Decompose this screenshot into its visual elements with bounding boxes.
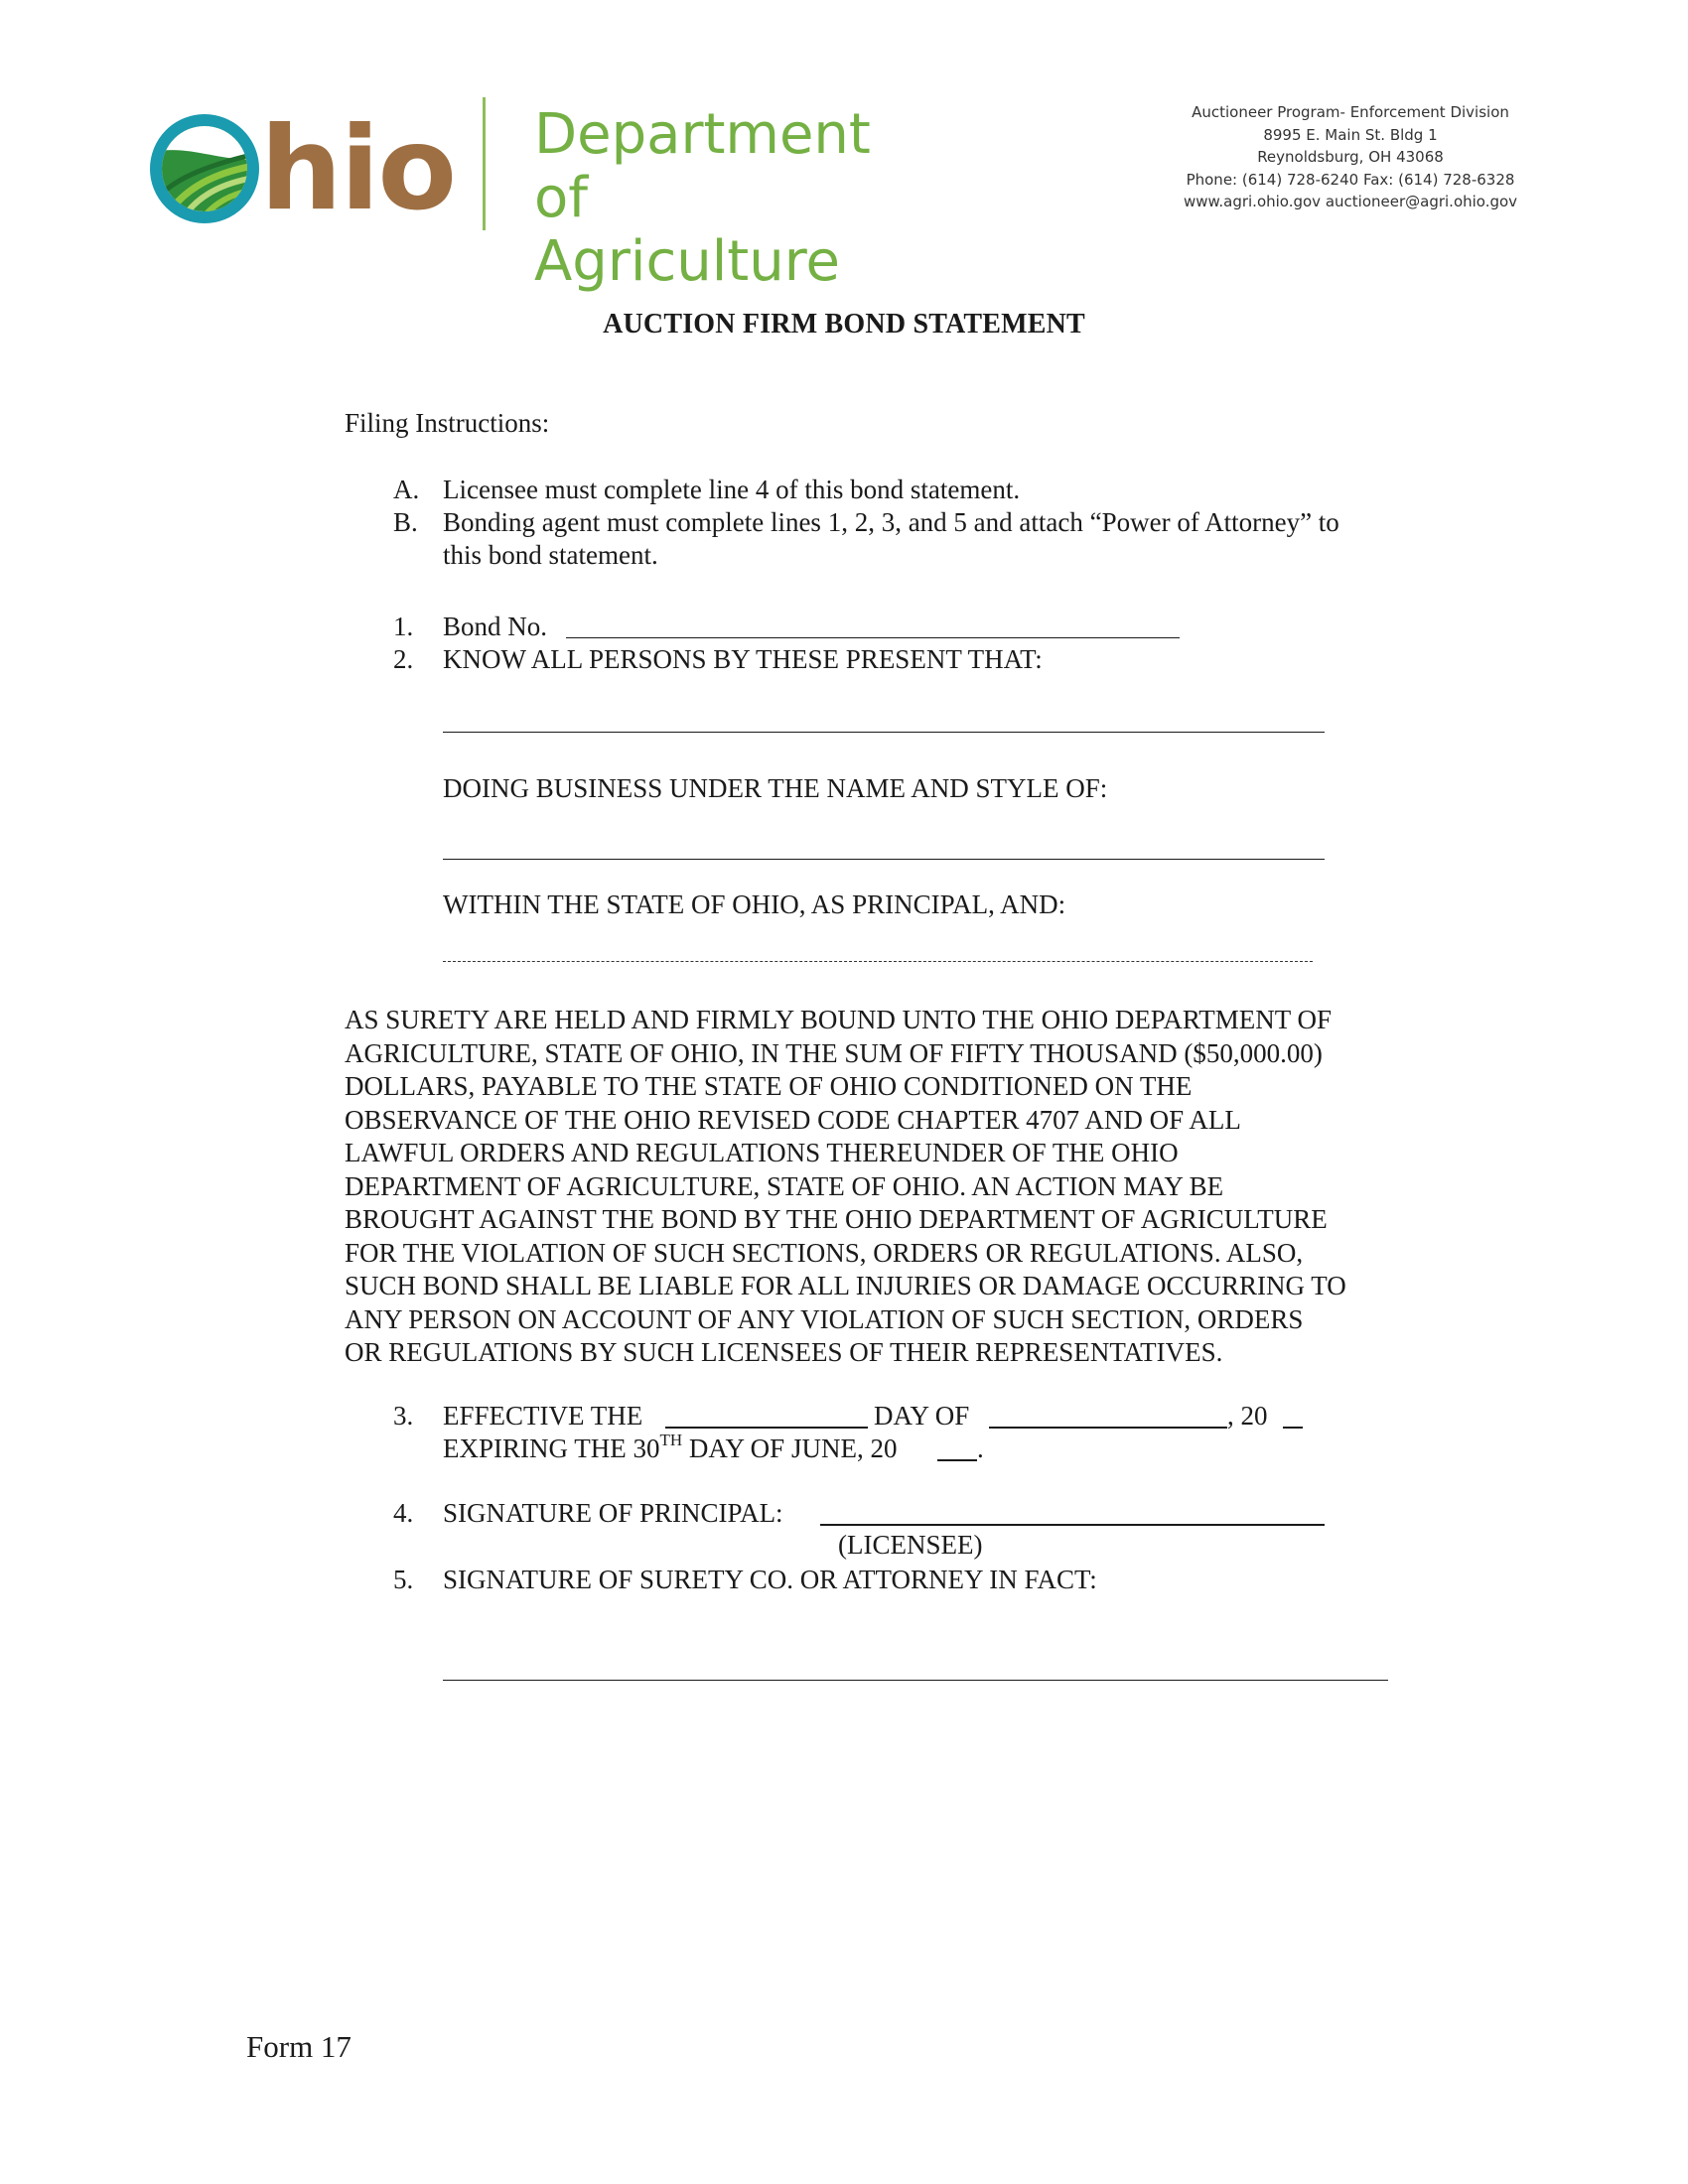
filing-instructions-heading: Filing Instructions: xyxy=(345,408,550,438)
surety-paragraph-line: DOLLARS, PAYABLE TO THE STATE OF OHIO CONDITIONED ON THE xyxy=(345,1071,1193,1101)
contact-phone-fax: Phone: (614) 728-6240 Fax: (614) 728-6328 xyxy=(1186,170,1515,189)
within-state-label: WITHIN THE STATE OF OHIO, AS PRINCIPAL, AND: xyxy=(443,889,1066,919)
item-3-marker: 3. xyxy=(393,1401,414,1431)
item-5-marker: 5. xyxy=(393,1565,414,1594)
item-2-marker: 2. xyxy=(393,644,414,674)
expiring-label: EXPIRING THE 30TH DAY OF JUNE, 20 xyxy=(443,1431,898,1463)
contact-program: Auctioneer Program- Enforcement Division xyxy=(1192,103,1509,121)
instruction-a-text: Licensee must complete line 4 of this bond statement. xyxy=(443,475,1021,504)
expiring-year-field[interactable] xyxy=(937,1459,977,1461)
instruction-b-text-line1: Bonding agent must complete lines 1, 2, 3, and 5 and attach “Power of Attorney” to xyxy=(443,507,1339,537)
surety-name-field[interactable] xyxy=(443,961,1313,962)
surety-paragraph xyxy=(345,1004,1437,1370)
signature-principal-label: SIGNATURE OF PRINCIPAL: xyxy=(443,1498,783,1528)
signature-surety-label: SIGNATURE OF SURETY CO. OR ATTORNEY IN FACT: xyxy=(443,1565,1097,1594)
expiring-period: . xyxy=(977,1433,984,1463)
bond-number-label: Bond No. xyxy=(443,612,548,641)
surety-signature-field[interactable] xyxy=(443,1680,1388,1681)
surety-paragraph-line: FOR THE VIOLATION OF SUCH SECTIONS, ORDERS OR REGULATIONS. ALSO, xyxy=(345,1237,1304,1268)
year-prefix-label: , 20 xyxy=(1227,1401,1268,1431)
item-1-marker: 1. xyxy=(393,612,414,641)
item-4-marker: 4. xyxy=(393,1498,414,1528)
doing-business-label: DOING BUSINESS UNDER THE NAME AND STYLE OF: xyxy=(443,773,1108,803)
bond-number-field[interactable] xyxy=(566,637,1180,638)
ohio-wordmark: hio xyxy=(260,102,456,236)
surety-paragraph-line: ANY PERSON ON ACCOUNT OF ANY VIOLATION OF SUCH SECTION, ORDERS xyxy=(345,1303,1304,1334)
instruction-a-marker: A. xyxy=(393,475,420,504)
surety-paragraph-line: SUCH BOND SHALL BE LIABLE FOR ALL INJURIES OR DAMAGE OCCURRING TO xyxy=(345,1271,1346,1300)
effective-day-field[interactable] xyxy=(665,1427,868,1429)
effective-month-field[interactable] xyxy=(989,1427,1227,1429)
contact-web-email: www.agri.ohio.gov auctioneer@agri.ohio.gov xyxy=(1183,193,1518,210)
principal-name-field[interactable] xyxy=(443,732,1325,733)
licensee-sublabel: (LICENSEE) xyxy=(838,1530,983,1560)
surety-paragraph-line: OR REGULATIONS BY SUCH LICENSEES OF THEIR REPRESENTATIVES. xyxy=(345,1337,1223,1367)
surety-paragraph-line: DEPARTMENT OF AGRICULTURE, STATE OF OHIO. AN ACTION MAY BE xyxy=(345,1170,1224,1201)
principal-signature-field[interactable] xyxy=(820,1524,1325,1526)
day-of-label: DAY OF xyxy=(874,1401,970,1431)
ohio-agriculture-logo xyxy=(149,95,904,294)
surety-paragraph-line: AGRICULTURE, STATE OF OHIO, IN THE SUM OF FIFTY THOUSAND ($50,000.00) xyxy=(345,1037,1323,1068)
instruction-b-marker: B. xyxy=(393,507,418,537)
contact-city: Reynoldsburg, OH 43068 xyxy=(1257,148,1444,166)
instruction-b-text-line2: this bond statement. xyxy=(443,540,658,570)
business-name-field[interactable] xyxy=(443,859,1325,860)
know-all-persons-label: KNOW ALL PERSONS BY THESE PRESENT THAT: xyxy=(443,644,1043,674)
surety-paragraph-line: AS SURETY ARE HELD AND FIRMLY BOUND UNTO THE OHIO DEPARTMENT OF xyxy=(345,1005,1332,1034)
document-title: AUCTION FIRM BOND STATEMENT xyxy=(603,309,1085,340)
contact-street: 8995 E. Main St. Bldg 1 xyxy=(1263,125,1438,144)
surety-paragraph-line: LAWFUL ORDERS AND REGULATIONS THEREUNDER OF THE OHIO xyxy=(345,1138,1179,1167)
contact-block xyxy=(1142,101,1559,213)
surety-paragraph-line: OBSERVANCE OF THE OHIO REVISED CODE CHAPTER 4707 AND OF ALL xyxy=(345,1104,1241,1135)
form-number: Form 17 xyxy=(246,2029,352,2064)
effective-the-label: EFFECTIVE THE xyxy=(443,1401,643,1431)
surety-paragraph-line: BROUGHT AGAINST THE BOND BY THE OHIO DEPARTMENT OF AGRICULTURE xyxy=(345,1204,1328,1234)
effective-year-field[interactable] xyxy=(1283,1427,1303,1429)
logo-divider xyxy=(483,97,486,230)
department-name: Department of Agriculture xyxy=(534,102,871,294)
